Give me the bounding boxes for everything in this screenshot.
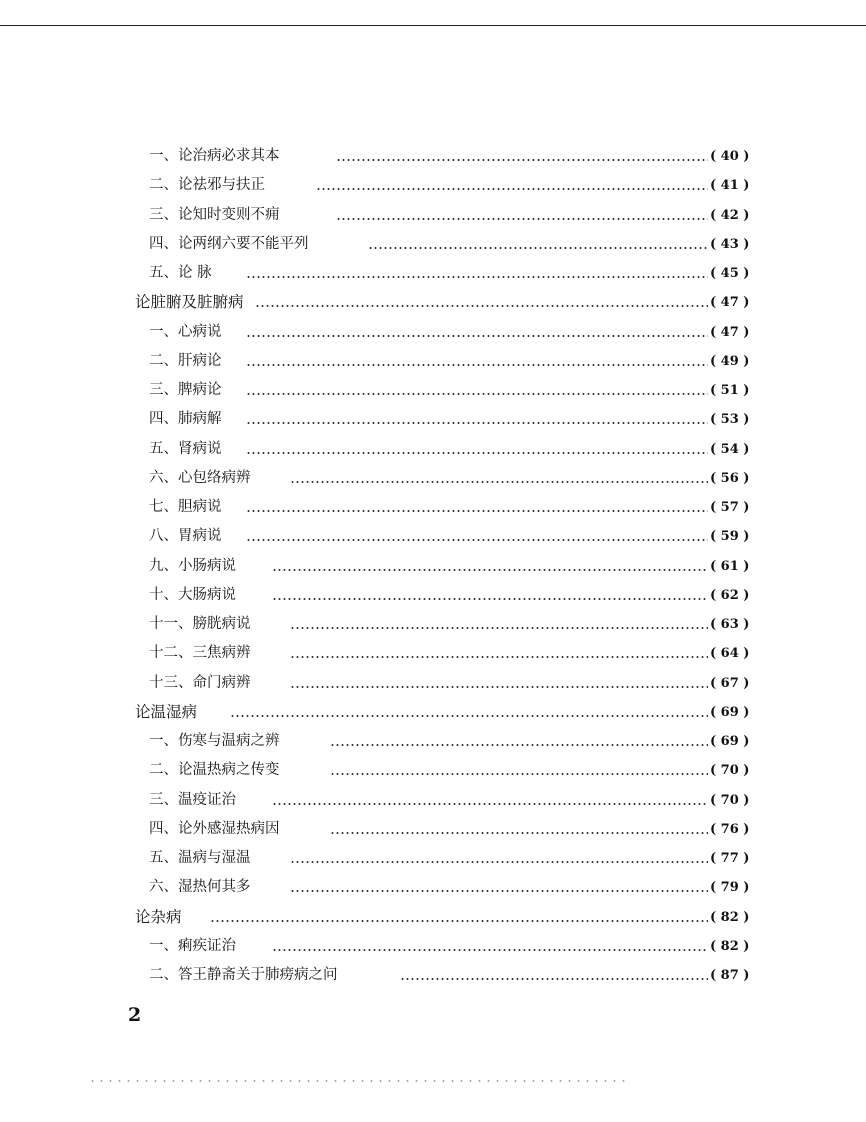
toc-entry-page: ( 70 ): [710, 763, 750, 779]
toc-entry-page: ( 57 ): [710, 500, 750, 515]
toc-leader-dots: [272, 569, 708, 571]
toc-entry: [0, 347, 866, 376]
toc-entry-title: 十、大肠病说: [149, 586, 236, 603]
toc-entry-title: 五、论 脉: [149, 265, 212, 281]
toc-entry: [0, 259, 866, 288]
toc-entry: [0, 698, 866, 727]
toc-entry: [0, 405, 866, 434]
toc-entry-page: ( 77 ): [710, 851, 750, 866]
toc-entry-page: ( 79 ): [710, 880, 750, 896]
toc-entry: [0, 522, 866, 551]
toc-leader-dots: [210, 920, 708, 922]
toc-entry: [0, 142, 866, 171]
toc-leader-dots: [290, 481, 708, 483]
toc-leader-dots: [246, 452, 708, 454]
toc-entry-page: ( 69 ): [710, 734, 750, 749]
toc-entry-title: 七、胆病说: [149, 499, 222, 515]
toc-entry-page: ( 76 ): [710, 821, 750, 837]
toc-entry-title: 三、温疫证治: [149, 791, 236, 808]
toc-entry: [0, 376, 866, 405]
toc-entry-title: 九、小肠病说: [149, 557, 236, 574]
toc-entry: [0, 815, 866, 844]
toc-leader-dots: [400, 978, 708, 980]
toc-entry-page: ( 63 ): [710, 617, 750, 632]
toc-entry-page: ( 61 ): [710, 558, 750, 574]
toc-entry-page: ( 47 ): [710, 324, 750, 340]
toc-entry-page: ( 70 ): [710, 792, 750, 808]
toc-entry: [0, 844, 866, 873]
toc-entry-title: 二、论温热病之传变: [149, 762, 280, 779]
toc-entry: [0, 493, 866, 522]
toc-entry-page: ( 59 ): [710, 529, 750, 545]
toc-leader-dots: [255, 305, 708, 307]
toc-entry-page: ( 49 ): [710, 353, 750, 369]
toc-entry: [0, 435, 866, 464]
toc-entry-page: ( 62 ): [710, 587, 750, 603]
toc-entry: [0, 581, 866, 610]
toc-entry: [0, 961, 866, 990]
toc-entry-page: ( 47 ): [710, 295, 750, 311]
toc-leader-dots: [246, 335, 708, 337]
toc-entry: [0, 669, 866, 698]
toc-entry: [0, 318, 866, 347]
toc-leader-dots: [272, 949, 708, 951]
table-of-contents: [0, 142, 866, 990]
toc-entry-title: 二、肝病论: [149, 352, 222, 369]
toc-entry-title: 四、论外感湿热病因: [149, 820, 280, 837]
toc-entry-page: ( 43 ): [710, 236, 750, 252]
toc-leader-dots: [290, 890, 708, 892]
toc-entry-title: 十一、膀胱病说: [149, 616, 251, 632]
toc-leader-dots: [246, 364, 708, 366]
toc-leader-dots: [336, 159, 708, 161]
toc-leader-dots: [290, 686, 708, 688]
toc-entry-page: ( 87 ): [710, 968, 750, 983]
toc-entry: [0, 288, 866, 317]
toc-entry-title: 一、伤寒与温病之辨: [149, 733, 280, 749]
toc-entry-title: 三、脾病论: [149, 382, 222, 398]
toc-entry: [0, 552, 866, 581]
toc-leader-dots: [230, 715, 708, 717]
scan-artifact: [88, 1080, 628, 1082]
toc-entry: [0, 727, 866, 756]
toc-entry: [0, 903, 866, 932]
toc-leader-dots: [290, 861, 708, 863]
top-rule: [0, 25, 866, 26]
toc-entry-page: ( 56 ): [710, 470, 750, 486]
toc-leader-dots: [290, 627, 708, 629]
toc-entry-title: 论温湿病: [135, 702, 198, 721]
toc-entry-page: ( 40 ): [710, 149, 750, 164]
toc-entry-page: ( 64 ): [710, 646, 750, 662]
toc-entry: [0, 171, 866, 200]
toc-leader-dots: [290, 656, 708, 658]
toc-entry: [0, 786, 866, 815]
toc-entry-page: ( 82 ): [710, 909, 750, 925]
toc-leader-dots: [368, 247, 708, 249]
toc-entry-page: ( 69 ): [710, 704, 750, 720]
toc-leader-dots: [330, 773, 708, 775]
toc-leader-dots: [272, 803, 708, 805]
toc-entry-title: 六、心包络病辨: [149, 469, 251, 486]
toc-leader-dots: [246, 510, 708, 512]
toc-entry-page: ( 51 ): [710, 383, 750, 398]
toc-entry-title: 十三、命门病辨: [149, 674, 251, 691]
toc-entry: [0, 873, 866, 902]
toc-entry: [0, 230, 866, 259]
toc-entry-title: 四、肺病解: [149, 411, 222, 428]
toc-entry-title: 三、论知时变则不痈: [149, 206, 280, 223]
toc-leader-dots: [246, 539, 708, 541]
toc-entry: [0, 201, 866, 230]
toc-entry-title: 五、温病与湿温: [149, 850, 251, 866]
toc-leader-dots: [272, 598, 708, 600]
toc-entry: [0, 610, 866, 639]
toc-entry: [0, 932, 866, 961]
toc-entry-page: ( 54 ): [710, 441, 750, 457]
toc-leader-dots: [336, 218, 708, 220]
toc-entry-page: ( 67 ): [710, 675, 750, 691]
toc-entry-title: 十二、三焦病辨: [149, 645, 251, 662]
toc-entry-page: ( 41 ): [710, 178, 750, 194]
toc-leader-dots: [316, 188, 708, 190]
toc-entry-title: 五、肾病说: [149, 440, 222, 457]
toc-leader-dots: [246, 393, 708, 395]
toc-entry-title: 八、胃病说: [149, 528, 222, 545]
toc-entry-title: 一、痢疾证治: [149, 937, 236, 954]
toc-entry: [0, 756, 866, 785]
toc-leader-dots: [246, 422, 708, 424]
toc-entry-title: 六、湿热何其多: [149, 879, 251, 896]
toc-entry-title: 论脏腑及脏腑病: [135, 293, 244, 312]
toc-entry-page: ( 45 ): [710, 266, 750, 281]
toc-entry-title: 二、论祛邪与扶正: [149, 177, 265, 194]
toc-entry-title: 二、答王静斋关于肺痨病之问: [149, 967, 338, 983]
toc-entry-title: 一、论治病必求其本: [149, 148, 280, 164]
toc-leader-dots: [246, 276, 708, 278]
toc-entry: [0, 639, 866, 668]
page-number: 2: [128, 1004, 142, 1026]
toc-entry-title: 论杂病: [135, 907, 182, 926]
toc-entry-title: 一、心病说: [149, 323, 222, 340]
toc-entry-page: ( 82 ): [710, 938, 750, 954]
toc-entry-title: 四、论两纲六要不能平列: [149, 235, 309, 252]
toc-leader-dots: [330, 832, 708, 834]
toc-entry: [0, 464, 866, 493]
toc-entry-page: ( 53 ): [710, 412, 750, 428]
toc-leader-dots: [330, 744, 708, 746]
toc-entry-page: ( 42 ): [710, 207, 750, 223]
